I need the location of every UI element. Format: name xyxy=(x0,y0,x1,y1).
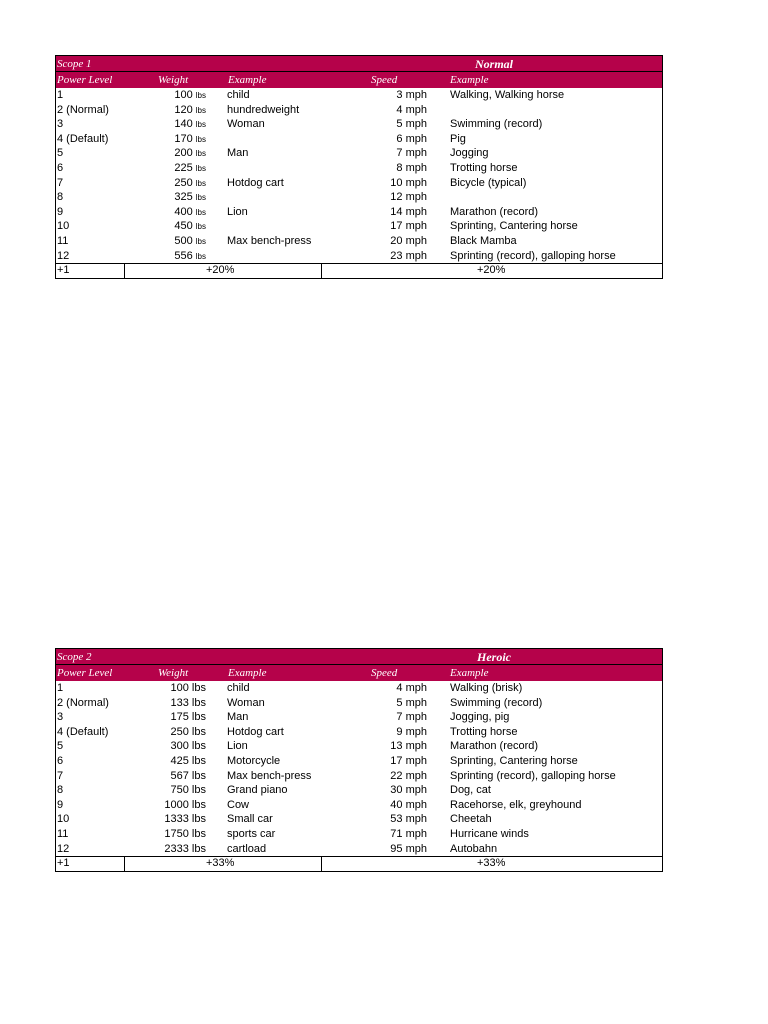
table-row xyxy=(56,205,662,220)
weight-unit: lbs xyxy=(195,149,206,159)
weight-cell xyxy=(126,161,206,177)
table-row xyxy=(56,754,662,769)
power-level-cell: 5 xyxy=(57,740,64,753)
table-row xyxy=(56,812,662,827)
speed-example-cell: Sprinting (record), galloping horse xyxy=(450,249,616,262)
power-level-cell: 10 xyxy=(57,220,70,233)
weight-unit: lbs xyxy=(195,163,206,173)
speed-cell: 17 mph xyxy=(390,220,427,233)
header-weight: Weight xyxy=(158,667,189,679)
power-level-cell: 8 xyxy=(57,191,64,204)
weight-example-cell: Lion xyxy=(227,740,248,753)
weight-example-cell: Cow xyxy=(227,798,250,811)
weight-unit: lbs xyxy=(195,207,206,217)
speed-cell: 53 mph xyxy=(390,813,427,826)
speed-cell: 95 mph xyxy=(390,842,427,855)
table-footer-row xyxy=(56,263,662,278)
scope-label: Scope 2 xyxy=(57,651,92,663)
speed-example-cell: Jogging, pig xyxy=(450,711,510,724)
column-divider xyxy=(321,264,322,278)
weight-cell xyxy=(126,190,206,206)
weight-cell xyxy=(126,132,206,148)
table-row xyxy=(56,132,662,147)
weight-cell xyxy=(126,117,206,133)
weight-cell: 133 lbs xyxy=(170,696,206,709)
speed-cell: 4 mph xyxy=(396,103,427,116)
scope-label: Scope 1 xyxy=(57,58,92,70)
weight-unit: lbs xyxy=(195,134,206,144)
weight-cell xyxy=(126,219,206,235)
speed-cell: 23 mph xyxy=(390,249,427,262)
table-row xyxy=(56,190,662,205)
header-speed: Speed xyxy=(371,667,398,679)
power-level-cell: 10 xyxy=(57,813,70,826)
weight-example-cell: Woman xyxy=(227,118,265,131)
speed-cell: 10 mph xyxy=(390,176,427,189)
speed-example-cell: Walking, Walking horse xyxy=(450,89,565,101)
weight-cell: 425 lbs xyxy=(170,754,206,767)
speed-example-cell: Marathon (record) xyxy=(450,740,539,753)
speed-cell: 5 mph xyxy=(396,696,427,709)
header-weight-example: Example xyxy=(228,74,267,86)
power-level-cell: 11 xyxy=(57,234,69,247)
speed-example-cell: Black Mamba xyxy=(450,234,517,247)
table-row xyxy=(56,783,662,798)
speed-cell: 7 mph xyxy=(396,711,427,724)
table-row xyxy=(56,234,662,249)
weight-value: 450 xyxy=(174,220,193,233)
footer-speed-cell: +20% xyxy=(477,264,506,277)
speed-cell: 12 mph xyxy=(390,191,427,204)
speed-cell: 20 mph xyxy=(390,234,427,247)
header-speed: Speed xyxy=(371,74,398,86)
weight-value: 325 xyxy=(174,191,193,204)
weight-cell xyxy=(126,103,206,119)
header-weight: Weight xyxy=(158,74,189,86)
weight-value: 170 xyxy=(174,132,193,145)
table-row xyxy=(56,827,662,842)
weight-example-cell: hundredweight xyxy=(227,103,300,116)
weight-value: 200 xyxy=(174,147,193,160)
table-title: Normal xyxy=(474,57,513,71)
power-level-cell: 4 (Default) xyxy=(57,132,109,145)
weight-value: 140 xyxy=(174,118,193,131)
speed-cell: 9 mph xyxy=(396,725,427,738)
speed-cell: 40 mph xyxy=(390,798,427,811)
header-weight-example: Example xyxy=(228,667,267,679)
weight-unit: lbs xyxy=(195,105,206,115)
speed-example-cell: Sprinting, Cantering horse xyxy=(450,220,578,233)
weight-unit: lbs xyxy=(195,91,206,100)
weight-cell: 1333 lbs xyxy=(164,813,206,826)
footer-weight-cell: +33% xyxy=(206,857,235,870)
speed-cell: 30 mph xyxy=(390,784,427,797)
weight-cell: 175 lbs xyxy=(170,711,206,724)
weight-value: 100 xyxy=(174,89,193,101)
weight-example-cell: cartload xyxy=(227,842,267,855)
weight-example-cell: Grand piano xyxy=(227,784,288,797)
column-divider xyxy=(124,857,125,871)
weight-cell: 750 lbs xyxy=(170,784,206,797)
weight-cell: 300 lbs xyxy=(170,740,206,753)
weight-example-cell: Max bench-press xyxy=(227,234,312,247)
speed-example-cell: Dog, cat xyxy=(450,784,491,797)
table-row xyxy=(56,161,662,176)
speed-cell: 4 mph xyxy=(396,682,427,694)
weight-example-cell: Lion xyxy=(227,205,248,218)
weight-cell: 2333 lbs xyxy=(164,842,206,855)
header-power-level: Power Level xyxy=(57,667,113,679)
table-body xyxy=(56,88,662,263)
header-speed-example: Example xyxy=(450,667,489,679)
weight-value: 250 xyxy=(174,176,193,189)
table-row xyxy=(56,103,662,118)
table-row xyxy=(56,710,662,725)
power-level-cell: 9 xyxy=(57,798,64,811)
speed-cell: 22 mph xyxy=(390,769,427,782)
weight-example-cell: sports car xyxy=(227,827,276,840)
speed-example-cell: Trotting horse xyxy=(450,725,518,738)
weight-example-cell: Woman xyxy=(227,696,265,709)
speed-example-cell: Sprinting (record), galloping horse xyxy=(450,769,616,782)
header-power-level: Power Level xyxy=(57,74,113,86)
power-level-cell: 9 xyxy=(57,205,64,218)
weight-unit: lbs xyxy=(195,178,206,188)
weight-example-cell: Hotdog cart xyxy=(227,176,284,189)
speed-cell: 17 mph xyxy=(390,754,427,767)
speed-example-cell: Racehorse, elk, greyhound xyxy=(450,798,582,811)
speed-example-cell: Autobahn xyxy=(450,842,498,855)
table-title: Heroic xyxy=(477,650,511,664)
power-level-cell: 7 xyxy=(57,176,64,189)
table-row xyxy=(56,88,662,103)
speed-example-cell: Jogging xyxy=(450,147,489,160)
weight-cell xyxy=(126,205,206,221)
column-header-row xyxy=(56,665,662,681)
weight-example-cell: Motorcycle xyxy=(227,754,281,767)
power-level-cell: 6 xyxy=(57,161,64,174)
weight-unit: lbs xyxy=(195,222,206,232)
weight-example-cell: Hotdog cart xyxy=(227,725,284,738)
weight-cell xyxy=(126,176,206,192)
column-divider xyxy=(124,264,125,278)
weight-example-cell: Man xyxy=(227,711,249,724)
table-row xyxy=(56,146,662,161)
power-level-cell: 3 xyxy=(57,711,64,724)
weight-value: 225 xyxy=(174,161,193,174)
table-row xyxy=(56,739,662,754)
weight-unit: lbs xyxy=(195,193,206,203)
table-row xyxy=(56,725,662,740)
speed-example-cell: Marathon (record) xyxy=(450,205,539,218)
speed-cell: 6 mph xyxy=(396,132,427,145)
weight-value: 400 xyxy=(174,205,193,218)
column-divider xyxy=(321,857,322,871)
speed-cell: 3 mph xyxy=(396,89,427,101)
speed-example-cell: Swimming (record) xyxy=(450,118,543,131)
table-row xyxy=(56,176,662,191)
weight-example-cell: child xyxy=(227,89,250,101)
power-level-cell: 11 xyxy=(57,827,69,840)
weight-value: 556 xyxy=(174,249,193,262)
footer-speed-cell: +33% xyxy=(477,857,506,870)
scope-1-table xyxy=(55,55,663,279)
speed-cell: 7 mph xyxy=(396,147,427,160)
table-row xyxy=(56,842,662,857)
table-row xyxy=(56,798,662,813)
speed-cell: 14 mph xyxy=(390,205,427,218)
power-level-cell: 1 xyxy=(57,682,64,694)
weight-example-cell: Small car xyxy=(227,813,273,826)
speed-cell: 13 mph xyxy=(390,740,427,753)
table-body xyxy=(56,681,662,856)
table-title-bar xyxy=(56,649,662,665)
power-level-cell: 5 xyxy=(57,147,64,160)
power-level-cell: 6 xyxy=(57,754,64,767)
table-row xyxy=(56,249,662,264)
speed-example-cell: Bicycle (typical) xyxy=(450,176,527,189)
table-row xyxy=(56,219,662,234)
power-level-cell: 7 xyxy=(57,769,64,782)
power-level-cell: 2 (Normal) xyxy=(57,103,109,116)
weight-value: 120 xyxy=(174,103,193,116)
table-row xyxy=(56,769,662,784)
table-row xyxy=(56,681,662,696)
weight-unit: lbs xyxy=(195,236,206,246)
weight-unit: lbs xyxy=(195,120,206,130)
speed-cell: 71 mph xyxy=(390,827,427,840)
weight-cell: 250 lbs xyxy=(170,725,206,738)
column-header-row xyxy=(56,72,662,88)
speed-example-cell: Pig xyxy=(450,132,466,145)
weight-cell xyxy=(126,249,206,265)
weight-example-cell: Man xyxy=(227,147,249,160)
speed-example-cell: Cheetah xyxy=(450,813,492,826)
header-speed-example: Example xyxy=(450,74,489,86)
weight-cell: 567 lbs xyxy=(170,769,206,782)
power-level-cell: 2 (Normal) xyxy=(57,696,109,709)
weight-cell xyxy=(126,146,206,162)
weight-example-cell: child xyxy=(227,682,250,694)
power-level-cell: 12 xyxy=(57,249,70,262)
footer-level-cell: +1 xyxy=(57,264,70,277)
weight-example-cell: Max bench-press xyxy=(227,769,312,782)
speed-cell: 5 mph xyxy=(396,118,427,131)
weight-cell: 100 lbs xyxy=(170,682,206,694)
power-level-cell: 4 (Default) xyxy=(57,725,109,738)
power-level-cell: 3 xyxy=(57,118,64,131)
weight-cell xyxy=(126,88,206,104)
speed-example-cell: Trotting horse xyxy=(450,161,518,174)
footer-level-cell: +1 xyxy=(57,857,70,870)
weight-cell xyxy=(126,234,206,250)
scope-2-table xyxy=(55,648,663,872)
weight-cell: 1750 lbs xyxy=(164,827,206,840)
power-level-cell: 12 xyxy=(57,842,70,855)
weight-cell: 1000 lbs xyxy=(164,798,206,811)
speed-example-cell: Swimming (record) xyxy=(450,696,543,709)
table-row xyxy=(56,696,662,711)
weight-unit: lbs xyxy=(195,251,206,261)
speed-example-cell: Hurricane winds xyxy=(450,827,529,840)
table-title-bar xyxy=(56,56,662,72)
speed-example-cell: Walking (brisk) xyxy=(450,682,523,694)
table-row xyxy=(56,117,662,132)
speed-example-cell: Sprinting, Cantering horse xyxy=(450,754,578,767)
power-level-cell: 8 xyxy=(57,784,64,797)
footer-weight-cell: +20% xyxy=(206,264,235,277)
speed-cell: 8 mph xyxy=(396,161,427,174)
weight-value: 500 xyxy=(174,234,193,247)
table-footer-row xyxy=(56,856,662,871)
power-level-cell: 1 xyxy=(57,89,64,101)
